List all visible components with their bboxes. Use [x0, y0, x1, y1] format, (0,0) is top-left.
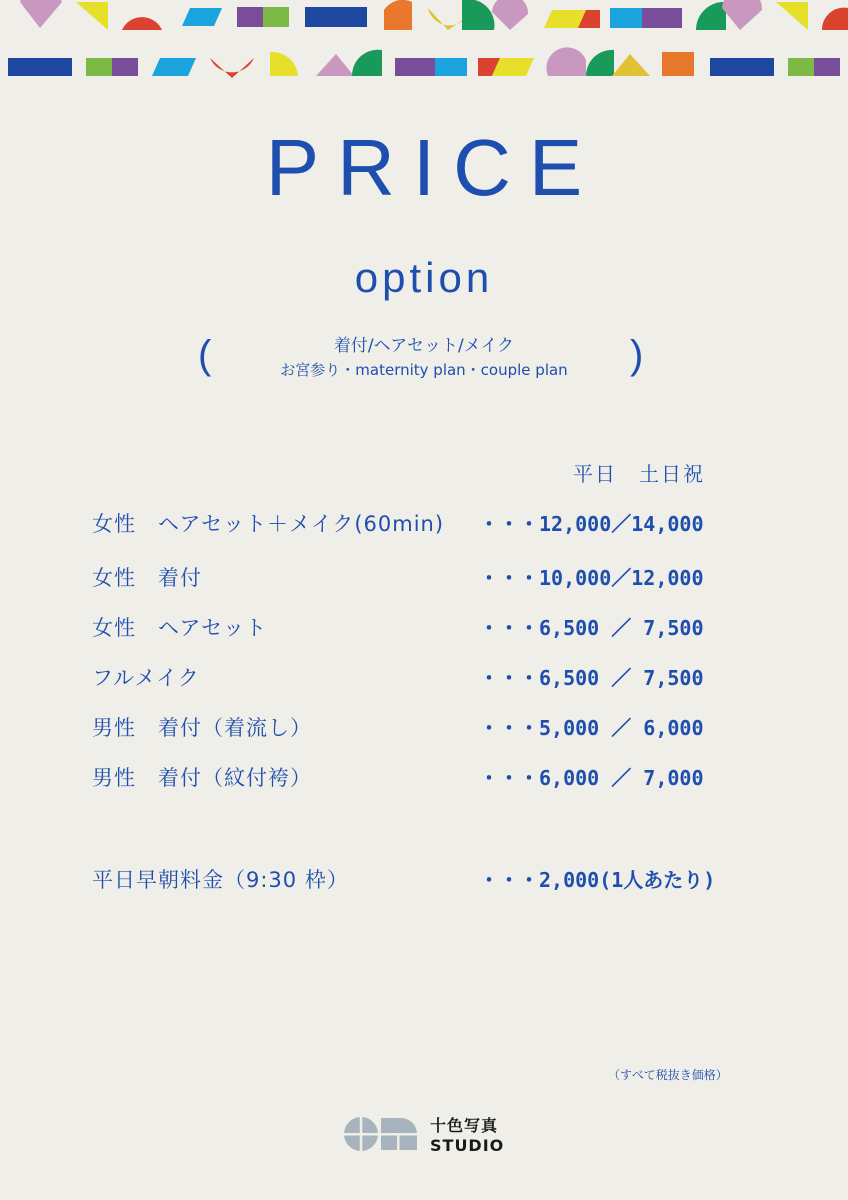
logo-studio: STUDIO	[430, 1136, 505, 1155]
weekday-column-header: 平日	[573, 462, 617, 486]
price-row-value: ・・・12,000／14,000	[479, 512, 704, 536]
weekend-column-header: 土日祝	[639, 462, 705, 486]
left-parenthesis: (	[198, 333, 212, 377]
early-morning-price: ・・・2,000(1人あたり)	[479, 868, 716, 892]
price-row	[92, 508, 772, 542]
page-subtitle: option	[354, 254, 494, 301]
studio-logo-icon	[343, 1114, 421, 1154]
right-parenthesis: )	[630, 333, 644, 377]
price-row	[92, 712, 772, 746]
plan-list-note: お宮参り・maternity plan・couple plan	[280, 361, 568, 379]
price-row	[92, 562, 772, 596]
price-row-label: 男性 着付（着流し）	[92, 716, 312, 740]
price-row-label: 男性 着付（紋付袴）	[92, 766, 312, 790]
decorative-shape-border	[0, 0, 848, 82]
early-morning-row	[92, 864, 772, 898]
price-row	[92, 762, 772, 796]
price-row-label: 女性 ヘアセット	[92, 616, 268, 640]
early-morning-label: 平日早朝料金（9:30 枠）	[92, 868, 349, 892]
price-row-value: ・・・6,500 ／ 7,500	[479, 666, 704, 690]
logo-name: 十色写真	[430, 1116, 499, 1135]
price-row-label: 女性 着付	[92, 566, 202, 590]
service-list-note: 着付/ヘアセット/メイク	[333, 336, 515, 356]
studio-logo-text	[430, 1116, 504, 1156]
price-row-label: フルメイク	[92, 666, 200, 690]
column-headers	[573, 458, 727, 487]
price-row-value: ・・・10,000／12,000	[479, 566, 704, 590]
price-row-value: ・・・5,000 ／ 6,000	[479, 716, 704, 740]
price-row-value: ・・・6,500 ／ 7,500	[479, 616, 704, 640]
price-row-value: ・・・6,000 ／ 7,000	[479, 766, 704, 790]
page-title: PRICE	[265, 123, 601, 212]
price-row	[92, 612, 772, 646]
tax-note: （すべて税抜き価格）	[608, 1068, 728, 1082]
price-row-label: 女性 ヘアセット＋メイク(60min)	[92, 512, 445, 536]
price-row	[92, 662, 772, 696]
